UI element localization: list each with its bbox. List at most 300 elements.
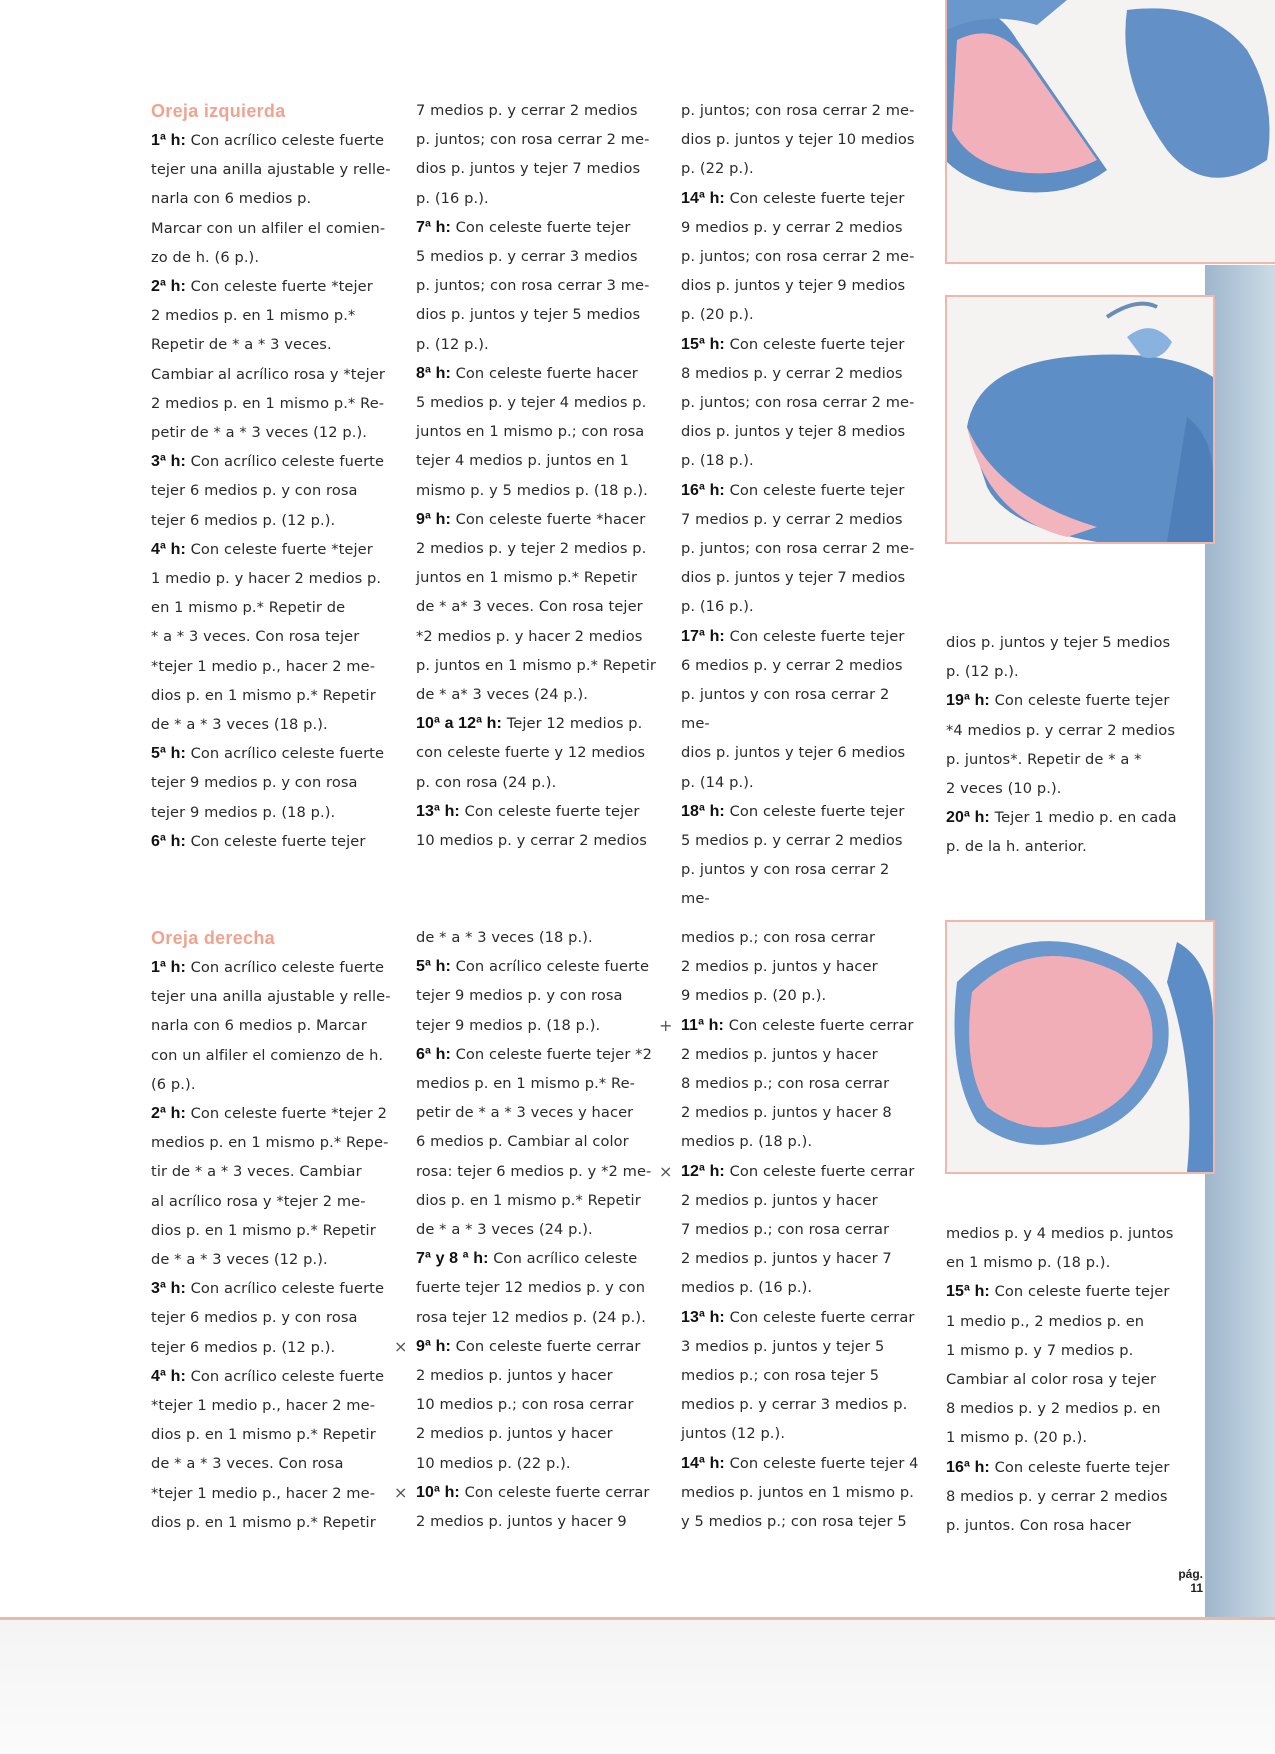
section-title-left-ear: Oreja izquierda (151, 101, 286, 121)
line-text: Con celeste fuerte *tejer 2 (185, 1105, 387, 1123)
row-label: 3ª h: (151, 1280, 186, 1298)
instruction-line (151, 272, 391, 301)
instruction-line (681, 680, 921, 738)
margin-mark: × (659, 1161, 673, 1181)
instruction-line (151, 418, 391, 447)
row-label: 4ª h: (151, 540, 186, 558)
line-text: 6 medios p. Cambiar al color (416, 1133, 629, 1151)
instruction-line (681, 476, 921, 505)
instruction-line (681, 622, 921, 651)
line-text: Con celeste fuerte tejer (989, 692, 1170, 710)
line-text: 7 medios p.; con rosa cerrar (681, 1221, 890, 1239)
line-text: 5 medios p. y cerrar 3 medios (416, 248, 638, 266)
line-text: Con celeste fuerte tejer (724, 627, 905, 645)
instruction-line (151, 1274, 391, 1303)
line-text: * a * 3 veces. Con rosa tejer (151, 628, 360, 646)
row-label: 6ª h: (151, 832, 186, 850)
row-label: 19ª h: (946, 692, 990, 710)
instruction-line (681, 1244, 921, 1273)
instruction-line (681, 768, 921, 797)
margin-mark: × (394, 1336, 408, 1356)
line-text: narla con 6 medios p. (151, 190, 312, 208)
instruction-line (946, 1365, 1186, 1394)
instruction-line (946, 1277, 1186, 1306)
instruction-line (946, 1248, 1186, 1277)
instruction-line (681, 271, 921, 300)
instruction-line (946, 657, 1186, 686)
line-text: dios p. en 1 mismo p.* Repetir (151, 1426, 376, 1444)
instruction-line (151, 564, 391, 593)
instruction-line (151, 982, 391, 1011)
line-text: Con celeste fuerte tejer (724, 802, 905, 820)
instruction-line (416, 1069, 656, 1098)
instruction-line (416, 1098, 656, 1127)
line-text: tejer 9 medios p. (18 p.). (151, 803, 336, 821)
line-text: *2 medios p. y hacer 2 medios (416, 627, 643, 645)
line-text: Con celeste fuerte cerrar (724, 1162, 915, 1180)
line-text: *tejer 1 medio p., hacer 2 me- (151, 1484, 376, 1502)
crochet-ear-icon (947, 297, 1213, 542)
instruction-line (416, 797, 656, 826)
instruction-line (946, 1336, 1186, 1365)
instruction-line (681, 388, 921, 417)
row-label: 1ª h: (151, 959, 186, 976)
row-label: 10ª a 12ª h: (416, 715, 502, 733)
crochet-ear-icon (947, 0, 1275, 262)
line-text: fuerte tejer 12 medios p. y con (416, 1279, 646, 1297)
instruction-line (151, 1187, 391, 1216)
line-text: tejer 6 medios p. y con rosa (151, 482, 358, 500)
line-text: tir de * a * 3 veces. Cambiar (151, 1163, 362, 1181)
instruction-line (681, 505, 921, 534)
right-ear-column-2 (394, 923, 656, 1536)
line-text: medios p. juntos en 1 mismo p. (681, 1483, 915, 1501)
row-label: 6ª h: (416, 1045, 451, 1063)
line-text: p. con rosa (24 p.). (416, 773, 557, 791)
instruction-line (681, 1069, 921, 1098)
instruction-line (681, 651, 921, 680)
instruction-line (416, 184, 656, 213)
line-text: tejer 6 medios p. y con rosa (151, 1309, 358, 1327)
line-text: con celeste fuerte y 12 medios (416, 744, 646, 762)
line-text: p. juntos*. Repetir de * a * (946, 750, 1142, 768)
page-number-value: 11 (1190, 1581, 1203, 1595)
right-ear-column-1 (151, 923, 391, 1537)
line-text: 5 medios p. y cerrar 2 medios (681, 832, 903, 850)
instruction-line (946, 803, 1186, 832)
instruction-line (151, 506, 391, 535)
line-text: Con acrílico celeste fuerte (185, 1280, 385, 1298)
line-text: 1 medio p. y hacer 2 medios p. (151, 570, 382, 588)
line-text: 3 medios p. juntos y tejer 5 (681, 1337, 885, 1355)
row-label: 14ª h: (681, 1454, 725, 1472)
instruction-line (151, 798, 391, 827)
line-text: p. (16 p.). (681, 598, 754, 616)
line-text: 5 medios p. y tejer 4 medios p. (416, 394, 647, 412)
line-text: 2 medios p. en 1 mismo p.* (151, 307, 356, 325)
row-label: 7ª y 8 ª h: (416, 1250, 489, 1268)
margin-mark: + (659, 1015, 673, 1035)
line-text: 8 medios p.; con rosa cerrar (681, 1075, 890, 1093)
instruction-line (151, 155, 391, 184)
instruction-line (946, 1423, 1186, 1452)
instruction-line (416, 826, 656, 855)
instruction-line (416, 592, 656, 621)
instruction-line (416, 359, 656, 388)
line-text: 10 medios p. y cerrar 2 medios (416, 832, 648, 850)
instruction-line (416, 417, 656, 446)
instruction-line (416, 680, 656, 709)
line-text: dios p. juntos y tejer 10 medios (681, 131, 915, 149)
line-text: de * a * 3 veces (18 p.). (416, 929, 593, 946)
line-text: p. (18 p.). (681, 452, 754, 470)
line-text: Con celeste fuerte tejer (989, 1458, 1170, 1476)
line-text: dios p. en 1 mismo p.* Repetir (151, 1513, 376, 1531)
instruction-line (681, 563, 921, 592)
line-text: 2 medios p. juntos y hacer (416, 1425, 613, 1443)
line-text: tejer una anilla ajustable y relle- (151, 161, 391, 179)
instruction-line (681, 738, 921, 767)
instruction-line (151, 1099, 391, 1128)
instruction-line (151, 739, 391, 768)
line-text: p. juntos; con rosa cerrar 2 me- (416, 131, 650, 149)
instruction-line (681, 213, 921, 242)
row-label: 15ª h: (681, 335, 725, 353)
instruction-line (416, 1011, 656, 1040)
row-label: 3ª h: (151, 453, 186, 471)
line-text: de * a * 3 veces (18 p.). (151, 716, 328, 734)
instruction-line (416, 96, 656, 125)
instruction-line (946, 1307, 1186, 1336)
instruction-line (681, 1507, 921, 1536)
line-text: dios p. juntos y tejer 8 medios (681, 423, 906, 441)
instruction-line (151, 1508, 391, 1537)
ear-photo-bottom (945, 920, 1215, 1174)
row-label: 15ª h: (946, 1283, 990, 1301)
line-text: con un alfiler el comienzo de h. (151, 1046, 384, 1064)
bottom-divider (0, 1617, 1275, 1620)
instruction-line (151, 622, 391, 651)
instruction-line (151, 827, 391, 856)
instruction-line (681, 534, 921, 563)
instruction-line (416, 534, 656, 563)
instruction-line (151, 1216, 391, 1245)
instruction-line (151, 301, 391, 330)
line-text: 6 medios p. y cerrar 2 medios (681, 656, 903, 674)
instruction-line (416, 1273, 656, 1302)
row-label: 7ª h: (416, 218, 451, 236)
instruction-line (416, 1040, 656, 1069)
instruction-line (659, 1011, 921, 1040)
instruction-line (946, 1219, 1186, 1248)
line-text: p. juntos; con rosa cerrar 2 me- (681, 248, 915, 266)
line-text: de * a * 3 veces. Con rosa (151, 1455, 344, 1473)
line-text: zo de h. (6 p.). (151, 248, 260, 266)
instruction-line (946, 1394, 1186, 1423)
line-text: tejer 9 medios p. y con rosa (151, 774, 358, 792)
line-text: p. juntos; con rosa cerrar 2 me- (681, 102, 915, 119)
line-text: medios p. (18 p.). (681, 1133, 813, 1151)
line-text: tejer 9 medios p. (18 p.). (416, 1016, 601, 1034)
line-text: Cambiar al color rosa y tejer (946, 1371, 1157, 1389)
instruction-line (681, 1098, 921, 1127)
instruction-line (151, 1420, 391, 1449)
instruction-line (681, 1127, 921, 1156)
instruction-line (416, 330, 656, 359)
page-number (1163, 1567, 1203, 1595)
line-text: en 1 mismo p.* Repetir de (151, 599, 346, 617)
line-text: Con celeste fuerte cerrar (723, 1016, 914, 1034)
row-label: 9ª h: (416, 1337, 451, 1355)
instruction-line (681, 592, 921, 621)
instruction-line (151, 1303, 391, 1332)
instruction-line (416, 1507, 656, 1536)
instruction-line (681, 242, 921, 271)
line-text: Con acrílico celeste fuerte (185, 132, 385, 149)
instruction-line (946, 1511, 1186, 1540)
instruction-line (416, 1244, 656, 1273)
line-text: p. (14 p.). (681, 773, 754, 791)
line-text: Con celeste fuerte tejer (459, 802, 640, 820)
line-text: dios p. en 1 mismo p.* Repetir (416, 1191, 641, 1209)
instruction-line (151, 1070, 391, 1099)
line-text: Con celeste fuerte hacer (450, 364, 638, 382)
instruction-line (681, 1390, 921, 1419)
line-text: p. juntos. Con rosa hacer (946, 1517, 1132, 1535)
page-label: pág. (1178, 1567, 1203, 1581)
instruction-line (416, 563, 656, 592)
instruction-line (681, 797, 921, 826)
instruction-line (681, 1303, 921, 1332)
right-ear-column-4 (946, 1219, 1186, 1540)
line-text: medios p. y 4 medios p. juntos (946, 1225, 1174, 1242)
line-text: 10 medios p. (22 p.). (416, 1454, 571, 1472)
line-text: tejer 4 medios p. juntos en 1 (416, 452, 630, 470)
row-label: 8ª h: (416, 364, 451, 382)
line-text: p. juntos; con rosa cerrar 2 me- (681, 394, 915, 412)
instruction-line (946, 745, 1186, 774)
line-text: p. juntos en 1 mismo p.* Repetir (416, 656, 656, 674)
instruction-line (681, 1215, 921, 1244)
instruction-line (416, 1215, 656, 1244)
instruction-line (151, 243, 391, 272)
line-text: 2 medios p. y tejer 2 medios p. (416, 540, 647, 558)
instruction-line (151, 681, 391, 710)
instruction-line (151, 1041, 391, 1070)
row-label: 9ª h: (416, 510, 451, 528)
instruction-line (416, 125, 656, 154)
instruction-line (394, 1478, 656, 1507)
line-text: en 1 mismo p. (18 p.). (946, 1254, 1111, 1272)
line-text: p. de la h. anterior. (946, 838, 1087, 856)
instruction-line (151, 476, 391, 505)
row-label: 1ª h: (151, 132, 186, 149)
ear-photo-middle (945, 295, 1215, 544)
line-text: Con celeste fuerte tejer (989, 1283, 1170, 1301)
line-text: tejer 6 medios p. (12 p.). (151, 511, 336, 529)
line-text: medios p. en 1 mismo p.* Repe- (151, 1134, 389, 1152)
line-text: Tejer 12 medios p. (501, 715, 643, 733)
instruction-line (151, 1011, 391, 1040)
crochet-ear-icon (947, 922, 1213, 1172)
line-text: Con celeste fuerte tejer *2 (450, 1045, 652, 1063)
line-text: tejer 6 medios p. (12 p.). (151, 1338, 336, 1356)
row-label: 14ª h: (681, 189, 725, 207)
line-text: dios p. juntos y tejer 9 medios (681, 277, 906, 295)
line-text: al acrílico rosa y *tejer 2 me- (151, 1192, 366, 1210)
row-label: 13ª h: (416, 802, 460, 820)
row-label: 5ª h: (416, 958, 451, 976)
page-bottom-margin (0, 1620, 1275, 1754)
line-text: p. juntos y con rosa cerrar 2 me- (681, 686, 890, 733)
line-text: medios p. en 1 mismo p.* Re- (416, 1075, 636, 1093)
line-text: Tejer 1 medio p. en cada (989, 809, 1177, 827)
row-label: 12ª h: (681, 1162, 725, 1180)
instruction-line (946, 1482, 1186, 1511)
line-text: Con celeste fuerte *tejer (185, 540, 373, 558)
ear-photo-top (945, 0, 1275, 264)
line-text: Con celeste fuerte cerrar (724, 1308, 915, 1326)
instruction-line (416, 1127, 656, 1156)
line-text: Con celeste fuerte *hacer (450, 510, 646, 528)
instruction-line (151, 652, 391, 681)
instruction-line (151, 214, 391, 243)
line-text: p. (22 p.). (681, 160, 754, 178)
instruction-line (681, 1361, 921, 1390)
line-text: Marcar con un alfiler el comien- (151, 219, 386, 237)
instruction-line (681, 446, 921, 475)
instruction-line (946, 774, 1186, 803)
line-text: p. juntos; con rosa cerrar 2 me- (681, 540, 915, 558)
row-label: 16ª h: (946, 1458, 990, 1476)
instruction-line (151, 710, 391, 739)
line-text: Con celeste fuerte cerrar (459, 1483, 650, 1501)
left-ear-column-3 (681, 96, 921, 914)
line-text: p. (12 p.). (946, 663, 1019, 681)
instruction-line (151, 126, 391, 155)
line-text: p. juntos y con rosa cerrar 2 me- (681, 861, 890, 908)
instruction-line (151, 447, 391, 476)
instruction-line (416, 622, 656, 651)
instruction-line (151, 535, 391, 564)
line-text: 2 medios p. en 1 mismo p.* Re- (151, 394, 385, 412)
line-text: narla con 6 medios p. Marcar (151, 1017, 367, 1035)
instruction-line (416, 1157, 656, 1186)
line-text: (6 p.). (151, 1075, 196, 1093)
instruction-line (416, 981, 656, 1010)
instruction-line (681, 826, 921, 855)
line-text: Con celeste fuerte tejer (185, 832, 366, 850)
instruction-line (946, 686, 1186, 715)
line-text: 2 medios p. juntos y hacer 8 (681, 1104, 892, 1122)
line-text: dios p. juntos y tejer 6 medios (681, 744, 906, 762)
instruction-line (681, 1449, 921, 1478)
line-text: 2 medios p. juntos y hacer (681, 1045, 878, 1063)
instruction-line (946, 716, 1186, 745)
instruction-line (681, 125, 921, 154)
instruction-line (681, 184, 921, 213)
row-label: 10ª h: (416, 1483, 460, 1501)
instruction-line (681, 359, 921, 388)
instruction-line (946, 832, 1186, 861)
instruction-line (416, 651, 656, 680)
instruction-line (151, 184, 391, 213)
line-text: 10 medios p.; con rosa cerrar (416, 1396, 634, 1414)
instruction-line (416, 1390, 656, 1419)
line-text: p. juntos; con rosa cerrar 3 me- (416, 277, 650, 295)
line-text: 2 medios p. juntos y hacer (681, 958, 878, 976)
instruction-line (394, 1332, 656, 1361)
line-text: medios p.; con rosa cerrar (681, 929, 876, 946)
row-label: 2ª h: (151, 278, 186, 296)
row-label: 11ª h: (681, 1016, 724, 1034)
line-text: 8 medios p. y cerrar 2 medios (946, 1487, 1168, 1505)
line-text: 1 medio p., 2 medios p. en (946, 1312, 1145, 1330)
line-text: dios p. juntos y tejer 7 medios (416, 160, 641, 178)
line-text: 8 medios p. y cerrar 2 medios (681, 364, 903, 382)
line-text: juntos en 1 mismo p.* Repetir (416, 569, 638, 587)
line-text: dios p. juntos y tejer 5 medios (946, 634, 1171, 651)
instruction-line (151, 330, 391, 359)
side-color-band (1205, 265, 1275, 1620)
instruction-line (416, 446, 656, 475)
line-text: Con acrílico celeste fuerte (450, 958, 650, 976)
instruction-line (416, 271, 656, 300)
line-text: 2 veces (10 p.). (946, 780, 1062, 798)
row-label: 16ª h: (681, 481, 725, 499)
line-text: *tejer 1 medio p., hacer 2 me- (151, 657, 376, 675)
line-text: tejer 9 medios p. y con rosa (416, 987, 623, 1005)
instruction-line (681, 981, 921, 1010)
line-text: Con celeste fuerte tejer (724, 335, 905, 353)
line-text: Con acrílico celeste (488, 1250, 638, 1268)
instruction-line (151, 1479, 391, 1508)
row-label: 2ª h: (151, 1105, 186, 1123)
instruction-line (416, 242, 656, 271)
line-text: Con celeste fuerte tejer (724, 481, 905, 499)
instruction-line (416, 1303, 656, 1332)
row-label: 20ª h: (946, 809, 990, 827)
line-text: y 5 medios p.; con rosa tejer 5 (681, 1513, 907, 1531)
instruction-line (151, 1333, 391, 1362)
line-text: p. (12 p.). (416, 335, 489, 353)
instruction-line (151, 1391, 391, 1420)
instruction-line (946, 1453, 1186, 1482)
instruction-line (416, 1449, 656, 1478)
instruction-line (416, 1361, 656, 1390)
instruction-line (681, 1186, 921, 1215)
instruction-line (681, 1478, 921, 1507)
instruction-line (416, 300, 656, 329)
line-text: petir de * a * 3 veces (12 p.). (151, 424, 368, 442)
instruction-line (946, 628, 1186, 657)
line-text: dios p. juntos y tejer 7 medios (681, 569, 906, 587)
line-text: dios p. en 1 mismo p.* Repetir (151, 686, 376, 704)
instruction-line (151, 1128, 391, 1157)
line-text: 2 medios p. juntos y hacer (416, 1367, 613, 1385)
instruction-line (416, 505, 656, 534)
line-text: medios p. (16 p.). (681, 1279, 813, 1297)
instruction-line (416, 213, 656, 242)
instruction-line (681, 1040, 921, 1069)
line-text: 2 medios p. juntos y hacer (681, 1191, 878, 1209)
line-text: *tejer 1 medio p., hacer 2 me- (151, 1397, 376, 1415)
instruction-line (151, 360, 391, 389)
line-text: Con celeste fuerte tejer (450, 218, 631, 236)
line-text: tejer una anilla ajustable y relle- (151, 988, 391, 1006)
instruction-line (151, 593, 391, 622)
instruction-line (681, 952, 921, 981)
